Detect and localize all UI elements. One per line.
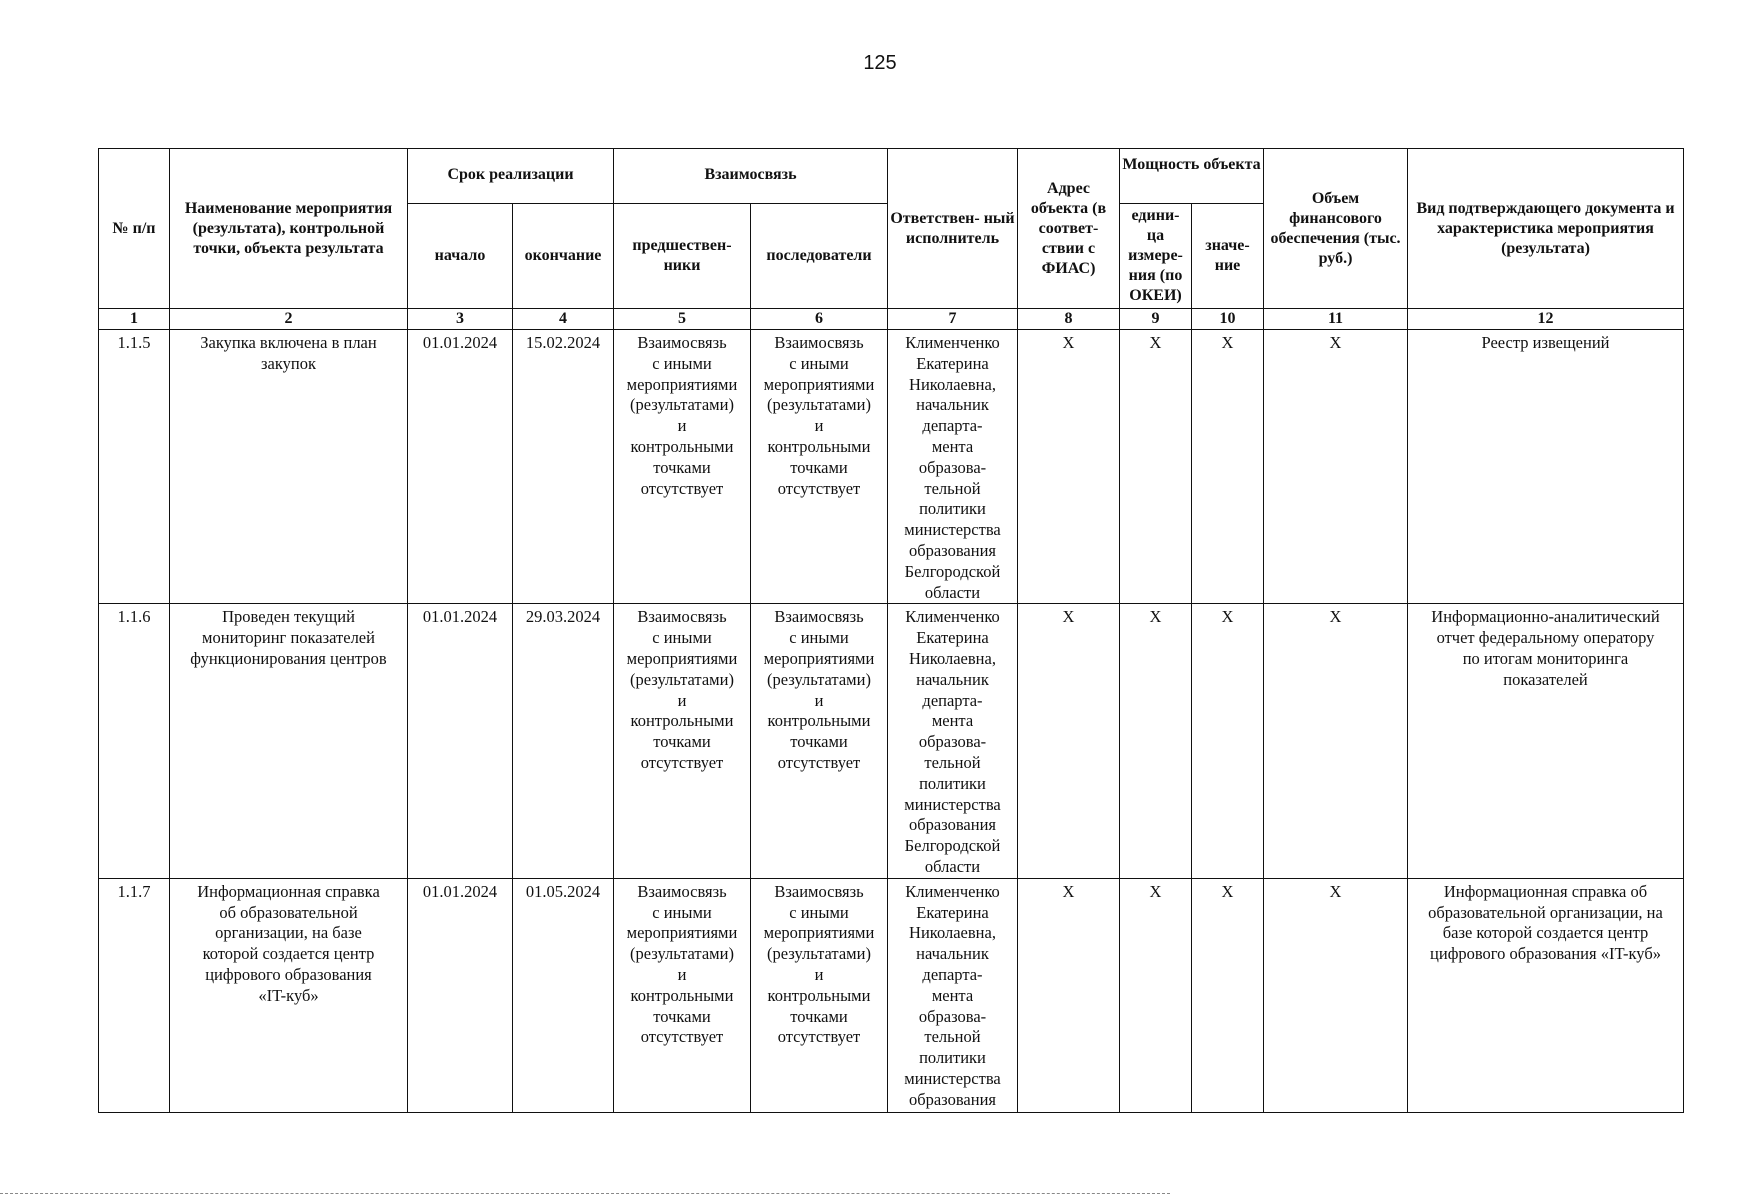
column-number: 6 [751,309,888,330]
column-number: 8 [1018,309,1120,330]
column-number: 5 [614,309,751,330]
table-row [99,604,1684,878]
row-num: 1.1.7 [99,878,170,1112]
row-funding: X [1264,330,1408,604]
row-name: Закупка включена в план закупок [170,330,408,604]
header-predecessors: предшествен- ники [614,204,751,309]
page-number: 125 [863,52,897,74]
row-name: Проведен текущий мониторинг показателей функционирования центров [170,604,408,878]
row-responsible: Клименченко Екатерина Николаевна, начальник департа- мента образова- тельной политики министерства образования [888,878,1018,1112]
header-num: № п/п [99,149,170,309]
row-predecessors: Взаимосвязь с иными мероприятиями (результатами) и контрольными точками отсутствует [614,878,751,1112]
row-value: X [1192,330,1264,604]
header-name: Наименование мероприятия (результата), контрольной точки, объекта результата [170,149,408,309]
header-relation: Взаимосвязь [614,149,888,204]
row-unit: X [1120,330,1192,604]
header-end: окончание [513,204,614,309]
table-row [99,878,1684,1112]
row-funding: X [1264,604,1408,878]
header-address: Адрес объекта (в соответ- ствии с ФИАС) [1018,149,1120,309]
row-responsible: Клименченко Екатерина Николаевна, начальник департа- мента образова- тельной политики министерства образования Белгородской области [888,330,1018,604]
header-start: начало [408,204,513,309]
row-end-date: 29.03.2024 [513,604,614,878]
scan-edge-line [0,1193,1170,1194]
row-unit: X [1120,878,1192,1112]
row-start-date: 01.01.2024 [408,878,513,1112]
column-number: 4 [513,309,614,330]
column-numbers-row [99,309,1684,330]
header-period: Срок реализации [408,149,614,204]
column-number: 2 [170,309,408,330]
row-end-date: 01.05.2024 [513,878,614,1112]
column-number: 11 [1264,309,1408,330]
header-successors: последователи [751,204,888,309]
row-name: Информационная справка об образовательной организации, на базе которой создается центр цифрового образования «IT-куб» [170,878,408,1112]
row-funding: X [1264,878,1408,1112]
row-unit: X [1120,604,1192,878]
header-responsible: Ответствен- ный исполнитель [888,149,1018,309]
row-successors: Взаимосвязь с иными мероприятиями (результатами) и контрольными точками отсутствует [751,330,888,604]
row-address: X [1018,878,1120,1112]
row-doc-type: Информационно-аналитический отчет федеральному оператору по итогам мониторинга показателей [1408,604,1684,878]
row-value: X [1192,604,1264,878]
column-number: 9 [1120,309,1192,330]
column-number: 1 [99,309,170,330]
row-end-date: 15.02.2024 [513,330,614,604]
row-successors: Взаимосвязь с иными мероприятиями (результатами) и контрольными точками отсутствует [751,878,888,1112]
row-address: X [1018,330,1120,604]
header-unit: едини- ца измере- ния (по ОКЕИ) [1120,204,1192,309]
row-num: 1.1.6 [99,604,170,878]
column-number: 7 [888,309,1018,330]
header-doc-type: Вид подтверждающего документа и характеристика мероприятия (результата) [1408,149,1684,309]
row-value: X [1192,878,1264,1112]
column-number: 10 [1192,309,1264,330]
header-value: значе- ние [1192,204,1264,309]
table-row [99,330,1684,604]
column-number: 12 [1408,309,1684,330]
row-address: X [1018,604,1120,878]
row-start-date: 01.01.2024 [408,604,513,878]
column-number: 3 [408,309,513,330]
row-doc-type: Информационная справка об образовательной организации, на базе которой создается центр цифрового образования «IT-куб» [1408,878,1684,1112]
row-predecessors: Взаимосвязь с иными мероприятиями (результатами) и контрольными точками отсутствует [614,330,751,604]
header-capacity: Мощность объекта [1120,149,1264,204]
header-funding: Объем финансового обеспечения (тыс. руб.) [1264,149,1408,309]
events-table [98,148,1684,1113]
row-start-date: 01.01.2024 [408,330,513,604]
row-doc-type: Реестр извещений [1408,330,1684,604]
row-predecessors: Взаимосвязь с иными мероприятиями (результатами) и контрольными точками отсутствует [614,604,751,878]
row-num: 1.1.5 [99,330,170,604]
row-responsible: Клименченко Екатерина Николаевна, начальник департа- мента образова- тельной политики министерства образования Белгородской области [888,604,1018,878]
row-successors: Взаимосвязь с иными мероприятиями (результатами) и контрольными точками отсутствует [751,604,888,878]
